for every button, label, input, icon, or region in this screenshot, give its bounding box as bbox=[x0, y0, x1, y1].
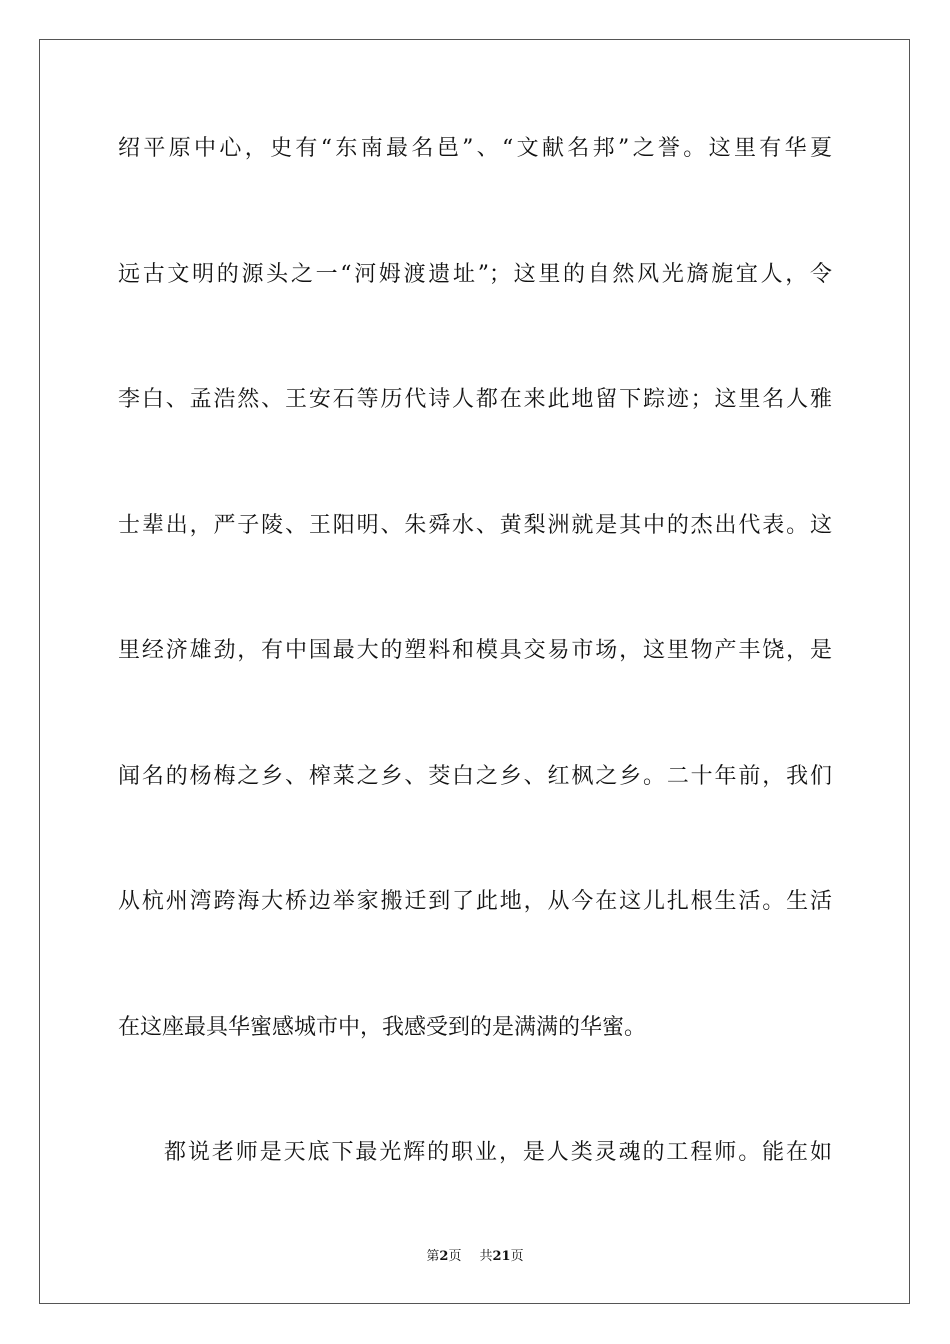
page-frame bbox=[39, 39, 910, 1304]
body-text-line: 从杭州湾跨海大桥边举家搬迁到了此地，从今在这儿扎根生活。生活 bbox=[118, 889, 832, 914]
footer-total-prefix: 共 bbox=[479, 1249, 493, 1264]
footer-total-suffix: 页 bbox=[510, 1249, 524, 1264]
body-text-line: 里经济雄劲，有中国最大的塑料和模具交易市场，这里物产丰饶，是 bbox=[118, 638, 832, 663]
body-text-line: 绍平原中心，史有“东南最名邑”、“文献名邦”之誉。这里有华夏 bbox=[118, 136, 832, 161]
body-text-line: 李白、孟浩然、王安石等历代诗人都在来此地留下踪迹；这里名人雅 bbox=[118, 387, 832, 412]
footer-page-prefix: 第 bbox=[426, 1249, 440, 1264]
page-footer bbox=[0, 1248, 950, 1266]
footer-page-number: 2 bbox=[439, 1249, 449, 1264]
body-text-line: 在这座最具华蜜感城市中，我感受到的是满满的华蜜。 bbox=[118, 1015, 647, 1040]
footer-total-pages: 21 bbox=[492, 1249, 511, 1264]
body-text-line: 闻名的杨梅之乡、榨菜之乡、茭白之乡、红枫之乡。二十年前，我们 bbox=[118, 764, 832, 789]
body-text-line: 士辈出，严子陵、王阳明、朱舜水、黄梨洲就是其中的杰出代表。这 bbox=[118, 513, 832, 538]
body-text-line: 都说老师是天底下最光辉的职业，是人类灵魂的工程师。能在如 bbox=[164, 1140, 832, 1165]
footer-page-suffix: 页 bbox=[448, 1249, 462, 1264]
body-text-line: 远古文明的源头之一“河姆渡遗址”；这里的自然风光旖旎宜人，令 bbox=[118, 262, 832, 287]
